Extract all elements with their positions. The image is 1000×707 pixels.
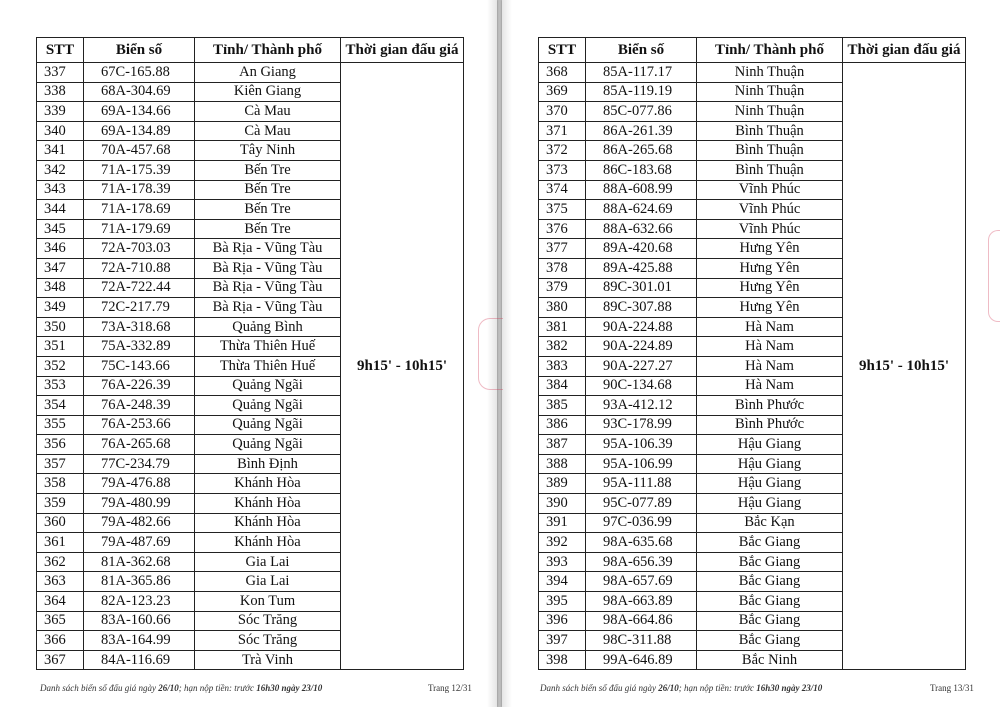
row-province: Khánh Hòa <box>195 474 341 494</box>
header-province: Tỉnh/ Thành phố <box>697 38 843 63</box>
row-province: Sóc Trăng <box>195 631 341 651</box>
header-auction-time: Thời gian đấu giá <box>341 38 464 63</box>
row-province: Hà Nam <box>697 356 843 376</box>
row-stt: 357 <box>37 454 84 474</box>
table-header-row <box>37 38 464 63</box>
row-province: Bắc Giang <box>697 611 843 631</box>
row-province: Vĩnh Phúc <box>697 219 843 239</box>
row-province: Khánh Hòa <box>195 513 341 533</box>
row-plate: 98A-664.86 <box>586 611 697 631</box>
header-plate: Biển số <box>84 38 195 63</box>
row-plate: 76A-253.66 <box>84 415 195 435</box>
row-plate: 82A-123.23 <box>84 592 195 612</box>
row-province: An Giang <box>195 63 341 83</box>
row-province: Hà Nam <box>697 317 843 337</box>
row-stt: 389 <box>539 474 586 494</box>
row-province: Bến Tre <box>195 200 341 220</box>
row-plate: 67C-165.88 <box>84 63 195 83</box>
row-stt: 365 <box>37 611 84 631</box>
row-stt: 347 <box>37 258 84 278</box>
row-stt: 343 <box>37 180 84 200</box>
row-plate: 85A-117.17 <box>586 63 697 83</box>
row-province: Cà Mau <box>195 121 341 141</box>
row-plate: 86A-265.68 <box>586 141 697 161</box>
gutter-shadow <box>502 0 512 707</box>
row-plate: 81A-362.68 <box>84 552 195 572</box>
row-plate: 90A-224.88 <box>586 317 697 337</box>
row-plate: 83A-164.99 <box>84 631 195 651</box>
row-stt: 356 <box>37 435 84 455</box>
row-plate: 93C-178.99 <box>586 415 697 435</box>
row-province: Quảng Ngãi <box>195 396 341 416</box>
row-plate: 71A-178.39 <box>84 180 195 200</box>
row-stt: 384 <box>539 376 586 396</box>
row-plate: 85A-119.19 <box>586 82 697 102</box>
auction-time-cell: 9h15' - 10h15' <box>843 63 966 670</box>
row-stt: 360 <box>37 513 84 533</box>
footer-date: 26/10 <box>658 683 679 693</box>
row-plate: 89C-307.88 <box>586 298 697 318</box>
row-plate: 98A-656.39 <box>586 552 697 572</box>
row-plate: 71A-178.69 <box>84 200 195 220</box>
red-stamp-mark <box>478 318 503 390</box>
footer-prefix: Danh sách biển số đấu giá ngày <box>540 683 659 693</box>
row-stt: 379 <box>539 278 586 298</box>
row-plate: 89C-301.01 <box>586 278 697 298</box>
row-stt: 345 <box>37 219 84 239</box>
row-province: Trà Vinh <box>195 650 341 670</box>
row-stt: 378 <box>539 258 586 278</box>
table-row <box>37 63 464 83</box>
row-plate: 86C-183.68 <box>586 160 697 180</box>
row-stt: 374 <box>539 180 586 200</box>
auction-time-cell: 9h15' - 10h15' <box>341 63 464 670</box>
row-plate: 95A-106.39 <box>586 435 697 455</box>
row-province: Hưng Yên <box>697 239 843 259</box>
row-plate: 98C-311.88 <box>586 631 697 651</box>
row-stt: 373 <box>539 160 586 180</box>
plates-table <box>36 37 464 670</box>
row-plate: 73A-318.68 <box>84 317 195 337</box>
page-footer <box>540 683 822 693</box>
row-province: Ninh Thuận <box>697 102 843 122</box>
row-province: Kon Tum <box>195 592 341 612</box>
row-plate: 99A-646.89 <box>586 650 697 670</box>
row-stt: 368 <box>539 63 586 83</box>
row-province: Bến Tre <box>195 219 341 239</box>
row-province: Quảng Ngãi <box>195 435 341 455</box>
row-province: Ninh Thuận <box>697 82 843 102</box>
row-stt: 364 <box>37 592 84 612</box>
row-plate: 86A-261.39 <box>586 121 697 141</box>
row-stt: 375 <box>539 200 586 220</box>
row-province: Khánh Hòa <box>195 494 341 514</box>
row-plate: 71A-179.69 <box>84 219 195 239</box>
row-stt: 341 <box>37 141 84 161</box>
row-stt: 355 <box>37 415 84 435</box>
row-stt: 380 <box>539 298 586 318</box>
row-province: Quảng Bình <box>195 317 341 337</box>
row-plate: 89A-420.68 <box>586 239 697 259</box>
row-stt: 397 <box>539 631 586 651</box>
row-province: Quảng Ngãi <box>195 376 341 396</box>
row-province: Thừa Thiên Huế <box>195 356 341 376</box>
footer-date: 26/10 <box>158 683 179 693</box>
row-province: Bắc Giang <box>697 572 843 592</box>
row-province: Khánh Hòa <box>195 533 341 553</box>
row-plate: 69A-134.89 <box>84 121 195 141</box>
row-province: Sóc Trăng <box>195 611 341 631</box>
table-row <box>539 63 966 83</box>
row-plate: 79A-476.88 <box>84 474 195 494</box>
row-stt: 354 <box>37 396 84 416</box>
row-plate: 83A-160.66 <box>84 611 195 631</box>
row-province: Hà Nam <box>697 337 843 357</box>
row-plate: 93A-412.12 <box>586 396 697 416</box>
row-province: Gia Lai <box>195 572 341 592</box>
table-body <box>37 63 464 670</box>
footer-prefix: Danh sách biển số đấu giá ngày <box>40 683 159 693</box>
footer-deadline: 16h30 ngày 23/10 <box>256 683 323 693</box>
row-province: Cà Mau <box>195 102 341 122</box>
row-province: Vĩnh Phúc <box>697 200 843 220</box>
row-province: Bình Phước <box>697 415 843 435</box>
row-province: Bắc Giang <box>697 552 843 572</box>
row-plate: 95A-106.99 <box>586 454 697 474</box>
footer-middle: ; hạn nộp tiền: trước <box>678 683 757 693</box>
row-plate: 88A-632.66 <box>586 219 697 239</box>
row-plate: 77C-234.79 <box>84 454 195 474</box>
header-auction-time: Thời gian đấu giá <box>843 38 966 63</box>
row-stt: 394 <box>539 572 586 592</box>
row-stt: 372 <box>539 141 586 161</box>
row-province: Hưng Yên <box>697 258 843 278</box>
footer-middle: ; hạn nộp tiền: trước <box>178 683 257 693</box>
row-stt: 371 <box>539 121 586 141</box>
row-province: Hưng Yên <box>697 298 843 318</box>
row-stt: 344 <box>37 200 84 220</box>
row-stt: 348 <box>37 278 84 298</box>
row-province: Bà Rịa - Vũng Tàu <box>195 278 341 298</box>
row-province: Hậu Giang <box>697 435 843 455</box>
row-plate: 72C-217.79 <box>84 298 195 318</box>
row-plate: 76A-248.39 <box>84 396 195 416</box>
row-stt: 340 <box>37 121 84 141</box>
row-stt: 363 <box>37 572 84 592</box>
row-plate: 98A-657.69 <box>586 572 697 592</box>
row-plate: 90A-227.27 <box>586 356 697 376</box>
row-stt: 385 <box>539 396 586 416</box>
row-province: Bắc Giang <box>697 631 843 651</box>
row-stt: 353 <box>37 376 84 396</box>
row-plate: 98A-663.89 <box>586 592 697 612</box>
row-stt: 370 <box>539 102 586 122</box>
row-plate: 76A-226.39 <box>84 376 195 396</box>
row-stt: 396 <box>539 611 586 631</box>
row-plate: 88A-624.69 <box>586 200 697 220</box>
row-province: Quảng Ngãi <box>195 415 341 435</box>
row-stt: 383 <box>539 356 586 376</box>
row-plate: 79A-482.66 <box>84 513 195 533</box>
page-number: Trang 12/31 <box>428 683 472 693</box>
document-page-right <box>502 0 1000 707</box>
row-stt: 361 <box>37 533 84 553</box>
page-number: Trang 13/31 <box>930 683 974 693</box>
row-province: Gia Lai <box>195 552 341 572</box>
table-header-row <box>539 38 966 63</box>
table-body <box>539 63 966 670</box>
row-province: Vĩnh Phúc <box>697 180 843 200</box>
row-stt: 342 <box>37 160 84 180</box>
row-plate: 68A-304.69 <box>84 82 195 102</box>
row-province: Bắc Giang <box>697 533 843 553</box>
row-province: Bến Tre <box>195 160 341 180</box>
row-plate: 95C-077.89 <box>586 494 697 514</box>
row-province: Thừa Thiên Huế <box>195 337 341 357</box>
row-province: Bà Rịa - Vũng Tàu <box>195 298 341 318</box>
row-stt: 398 <box>539 650 586 670</box>
row-province: Bình Thuận <box>697 121 843 141</box>
row-stt: 392 <box>539 533 586 553</box>
row-stt: 358 <box>37 474 84 494</box>
row-province: Bình Phước <box>697 396 843 416</box>
row-stt: 366 <box>37 631 84 651</box>
row-plate: 79A-487.69 <box>84 533 195 553</box>
row-stt: 337 <box>37 63 84 83</box>
row-province: Tây Ninh <box>195 141 341 161</box>
row-province: Bắc Giang <box>697 592 843 612</box>
row-stt: 338 <box>37 82 84 102</box>
row-stt: 393 <box>539 552 586 572</box>
row-stt: 369 <box>539 82 586 102</box>
row-stt: 359 <box>37 494 84 514</box>
row-province: Kiên Giang <box>195 82 341 102</box>
row-stt: 387 <box>539 435 586 455</box>
row-province: Hà Nam <box>697 376 843 396</box>
row-plate: 97C-036.99 <box>586 513 697 533</box>
header-province: Tỉnh/ Thành phố <box>195 38 341 63</box>
row-plate: 76A-265.68 <box>84 435 195 455</box>
row-plate: 85C-077.86 <box>586 102 697 122</box>
row-stt: 390 <box>539 494 586 514</box>
row-stt: 376 <box>539 219 586 239</box>
row-plate: 71A-175.39 <box>84 160 195 180</box>
row-province: Bình Thuận <box>697 160 843 180</box>
row-stt: 386 <box>539 415 586 435</box>
row-province: Hưng Yên <box>697 278 843 298</box>
row-plate: 79A-480.99 <box>84 494 195 514</box>
row-province: Hậu Giang <box>697 454 843 474</box>
row-stt: 381 <box>539 317 586 337</box>
row-stt: 377 <box>539 239 586 259</box>
row-plate: 84A-116.69 <box>84 650 195 670</box>
plates-table <box>538 37 966 670</box>
row-province: Bắc Kạn <box>697 513 843 533</box>
row-province: Hậu Giang <box>697 474 843 494</box>
row-stt: 362 <box>37 552 84 572</box>
row-plate: 69A-134.66 <box>84 102 195 122</box>
row-stt: 346 <box>37 239 84 259</box>
row-stt: 391 <box>539 513 586 533</box>
row-plate: 89A-425.88 <box>586 258 697 278</box>
row-plate: 81A-365.86 <box>84 572 195 592</box>
document-page-left <box>0 0 497 707</box>
row-stt: 388 <box>539 454 586 474</box>
row-stt: 367 <box>37 650 84 670</box>
row-province: Ninh Thuận <box>697 63 843 83</box>
red-stamp-mark <box>988 230 1000 322</box>
row-plate: 75C-143.66 <box>84 356 195 376</box>
header-plate: Biển số <box>586 38 697 63</box>
row-plate: 70A-457.68 <box>84 141 195 161</box>
row-plate: 75A-332.89 <box>84 337 195 357</box>
row-province: Bắc Ninh <box>697 650 843 670</box>
row-province: Bến Tre <box>195 180 341 200</box>
row-plate: 90A-224.89 <box>586 337 697 357</box>
row-plate: 72A-703.03 <box>84 239 195 259</box>
row-stt: 349 <box>37 298 84 318</box>
row-stt: 352 <box>37 356 84 376</box>
footer-deadline: 16h30 ngày 23/10 <box>756 683 823 693</box>
row-plate: 72A-722.44 <box>84 278 195 298</box>
row-stt: 395 <box>539 592 586 612</box>
header-stt: STT <box>539 38 586 63</box>
row-plate: 95A-111.88 <box>586 474 697 494</box>
row-stt: 351 <box>37 337 84 357</box>
row-plate: 72A-710.88 <box>84 258 195 278</box>
row-plate: 90C-134.68 <box>586 376 697 396</box>
row-province: Hậu Giang <box>697 494 843 514</box>
row-stt: 339 <box>37 102 84 122</box>
row-stt: 382 <box>539 337 586 357</box>
header-stt: STT <box>37 38 84 63</box>
row-province: Bà Rịa - Vũng Tàu <box>195 258 341 278</box>
row-province: Bình Thuận <box>697 141 843 161</box>
row-plate: 98A-635.68 <box>586 533 697 553</box>
row-province: Bà Rịa - Vũng Tàu <box>195 239 341 259</box>
page-footer <box>40 683 322 693</box>
row-stt: 350 <box>37 317 84 337</box>
row-plate: 88A-608.99 <box>586 180 697 200</box>
row-province: Bình Định <box>195 454 341 474</box>
